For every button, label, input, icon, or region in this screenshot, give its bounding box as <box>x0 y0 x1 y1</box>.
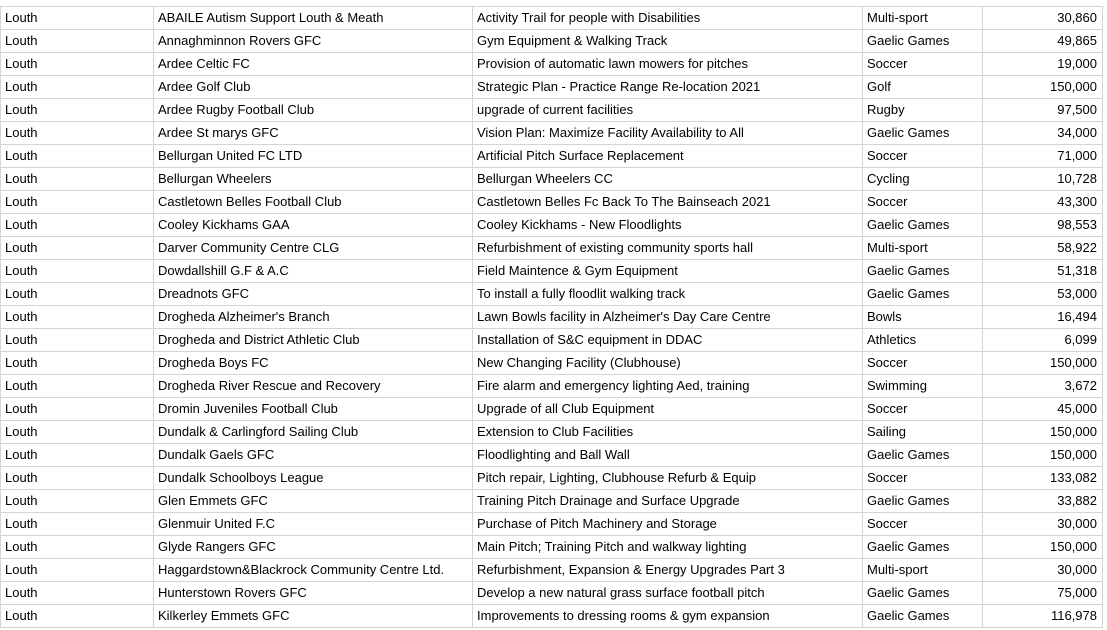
cell-project[interactable]: Provision of automatic lawn mowers for pitches <box>473 53 863 76</box>
table-row <box>1 283 1103 306</box>
cell-county[interactable]: Louth <box>1 490 154 513</box>
cell-club-name[interactable]: Dundalk & Carlingford Sailing Club <box>154 421 473 444</box>
cell-club-name[interactable]: Ardee Celtic FC <box>154 53 473 76</box>
cell-club-name[interactable]: Glyde Rangers GFC <box>154 536 473 559</box>
cell-project[interactable]: Pitch repair, Lighting, Clubhouse Refurb & Equip <box>473 467 863 490</box>
table-row <box>1 168 1103 191</box>
cell-county[interactable]: Louth <box>1 191 154 214</box>
cell-club-name[interactable]: Dromin Juveniles Football Club <box>154 398 473 421</box>
cell-club-name[interactable]: Kilkerley Emmets GFC <box>154 605 473 628</box>
cell-project[interactable]: Strategic Plan - Practice Range Re-location 2021 <box>473 76 863 99</box>
cell-project[interactable]: Artificial Pitch Surface Replacement <box>473 145 863 168</box>
table-row <box>1 191 1103 214</box>
table-row <box>1 122 1103 145</box>
cell-project[interactable]: Improvements to dressing rooms & gym expansion <box>473 605 863 628</box>
table-row <box>1 237 1103 260</box>
cell-county[interactable]: Louth <box>1 513 154 536</box>
cell-amount[interactable]: 150,000 <box>983 421 1103 444</box>
cell-club-name[interactable]: Annaghminnon Rovers GFC <box>154 30 473 53</box>
cell-club-name[interactable]: Bellurgan United FC LTD <box>154 145 473 168</box>
cell-project[interactable]: Installation of S&C equipment in DDAC <box>473 329 863 352</box>
cell-sport[interactable]: Multi-sport <box>863 237 983 260</box>
cell-county[interactable]: Louth <box>1 7 154 30</box>
cell-amount[interactable]: 3,672 <box>983 375 1103 398</box>
table-row <box>1 582 1103 605</box>
cell-club-name[interactable]: Drogheda Alzheimer's Branch <box>154 306 473 329</box>
cell-county[interactable]: Louth <box>1 283 154 306</box>
table-row <box>1 559 1103 582</box>
table-body <box>1 7 1103 628</box>
cell-county[interactable]: Louth <box>1 53 154 76</box>
cell-amount[interactable]: 53,000 <box>983 283 1103 306</box>
table-row <box>1 605 1103 628</box>
cell-club-name[interactable]: Cooley Kickhams GAA <box>154 214 473 237</box>
cell-club-name[interactable]: Darver Community Centre CLG <box>154 237 473 260</box>
cell-club-name[interactable]: Ardee Golf Club <box>154 76 473 99</box>
cell-county[interactable]: Louth <box>1 375 154 398</box>
cell-sport[interactable]: Rugby <box>863 99 983 122</box>
cell-amount[interactable]: 16,494 <box>983 306 1103 329</box>
cell-sport[interactable]: Gaelic Games <box>863 605 983 628</box>
cell-project[interactable]: Castletown Belles Fc Back To The Bainseach 2021 <box>473 191 863 214</box>
cell-county[interactable]: Louth <box>1 605 154 628</box>
cell-project[interactable]: Extension to Club Facilities <box>473 421 863 444</box>
cell-sport[interactable]: Gaelic Games <box>863 490 983 513</box>
cell-sport[interactable]: Gaelic Games <box>863 283 983 306</box>
cell-sport[interactable]: Soccer <box>863 513 983 536</box>
cell-project[interactable]: Upgrade of all Club Equipment <box>473 398 863 421</box>
table-row <box>1 444 1103 467</box>
cell-project[interactable]: Gym Equipment & Walking Track <box>473 30 863 53</box>
cell-amount[interactable]: 150,000 <box>983 536 1103 559</box>
cell-county[interactable]: Louth <box>1 145 154 168</box>
cell-county[interactable]: Louth <box>1 329 154 352</box>
cell-county[interactable]: Louth <box>1 467 154 490</box>
cell-county[interactable]: Louth <box>1 582 154 605</box>
cell-county[interactable]: Louth <box>1 398 154 421</box>
cell-county[interactable]: Louth <box>1 122 154 145</box>
cell-sport[interactable]: Multi-sport <box>863 7 983 30</box>
cell-sport[interactable]: Soccer <box>863 467 983 490</box>
cell-club-name[interactable]: ABAILE Autism Support Louth & Meath <box>154 7 473 30</box>
cell-county[interactable]: Louth <box>1 237 154 260</box>
cell-project[interactable]: Activity Trail for people with Disabilities <box>473 7 863 30</box>
cell-project[interactable]: Refurbishment of existing community sports hall <box>473 237 863 260</box>
cell-club-name[interactable]: Haggardstown&Blackrock Community Centre Ltd. <box>154 559 473 582</box>
cell-club-name[interactable]: Glenmuir United F.C <box>154 513 473 536</box>
cell-project[interactable]: Vision Plan: Maximize Facility Availability to All <box>473 122 863 145</box>
grants-table <box>0 6 1103 628</box>
cell-sport[interactable]: Gaelic Games <box>863 260 983 283</box>
cell-county[interactable]: Louth <box>1 99 154 122</box>
cell-county[interactable]: Louth <box>1 306 154 329</box>
cell-sport[interactable]: Soccer <box>863 53 983 76</box>
cell-amount[interactable]: 150,000 <box>983 352 1103 375</box>
cell-county[interactable]: Louth <box>1 30 154 53</box>
table-row <box>1 352 1103 375</box>
table-row <box>1 536 1103 559</box>
cell-project[interactable]: Purchase of Pitch Machinery and Storage <box>473 513 863 536</box>
cell-sport[interactable]: Soccer <box>863 191 983 214</box>
cell-county[interactable]: Louth <box>1 421 154 444</box>
cell-project[interactable]: Lawn Bowls facility in Alzheimer's Day Care Centre <box>473 306 863 329</box>
cell-sport[interactable]: Soccer <box>863 398 983 421</box>
cell-club-name[interactable]: Bellurgan Wheelers <box>154 168 473 191</box>
cell-club-name[interactable]: Drogheda Boys FC <box>154 352 473 375</box>
cell-amount[interactable]: 133,082 <box>983 467 1103 490</box>
cell-amount[interactable]: 34,000 <box>983 122 1103 145</box>
cell-county[interactable]: Louth <box>1 444 154 467</box>
cell-county[interactable]: Louth <box>1 536 154 559</box>
table-row <box>1 214 1103 237</box>
table-row <box>1 490 1103 513</box>
cell-club-name[interactable]: Drogheda and District Athletic Club <box>154 329 473 352</box>
cell-sport[interactable]: Gaelic Games <box>863 536 983 559</box>
cell-sport[interactable]: Swimming <box>863 375 983 398</box>
cell-club-name[interactable]: Dowdallshill G.F & A.C <box>154 260 473 283</box>
cell-sport[interactable]: Golf <box>863 76 983 99</box>
table-row <box>1 306 1103 329</box>
cell-project[interactable]: Fire alarm and emergency lighting Aed, training <box>473 375 863 398</box>
cell-sport[interactable]: Gaelic Games <box>863 122 983 145</box>
cell-amount[interactable]: 43,300 <box>983 191 1103 214</box>
spreadsheet-grid <box>0 6 1107 628</box>
cell-sport[interactable]: Gaelic Games <box>863 444 983 467</box>
table-row <box>1 76 1103 99</box>
cell-amount[interactable]: 51,318 <box>983 260 1103 283</box>
table-row <box>1 7 1103 30</box>
cell-project[interactable]: Floodlighting and Ball Wall <box>473 444 863 467</box>
cell-county[interactable]: Louth <box>1 559 154 582</box>
cell-amount[interactable]: 116,978 <box>983 605 1103 628</box>
cell-project[interactable]: Training Pitch Drainage and Surface Upgrade <box>473 490 863 513</box>
cell-club-name[interactable]: Drogheda River Rescue and Recovery <box>154 375 473 398</box>
cell-amount[interactable]: 98,553 <box>983 214 1103 237</box>
cell-amount[interactable]: 49,865 <box>983 30 1103 53</box>
cell-amount[interactable]: 30,860 <box>983 7 1103 30</box>
cell-project[interactable]: New Changing Facility (Clubhouse) <box>473 352 863 375</box>
cell-project[interactable]: upgrade of current facilities <box>473 99 863 122</box>
cell-amount[interactable]: 30,000 <box>983 559 1103 582</box>
table-row <box>1 53 1103 76</box>
cell-club-name[interactable]: Ardee Rugby Football Club <box>154 99 473 122</box>
cell-amount[interactable]: 45,000 <box>983 398 1103 421</box>
cell-sport[interactable]: Soccer <box>863 352 983 375</box>
cell-club-name[interactable]: Hunterstown Rovers GFC <box>154 582 473 605</box>
cell-sport[interactable]: Cycling <box>863 168 983 191</box>
cell-amount[interactable]: 150,000 <box>983 76 1103 99</box>
cell-amount[interactable]: 10,728 <box>983 168 1103 191</box>
cell-club-name[interactable]: Dundalk Gaels GFC <box>154 444 473 467</box>
cell-club-name[interactable]: Glen Emmets GFC <box>154 490 473 513</box>
cell-sport[interactable]: Gaelic Games <box>863 30 983 53</box>
table-row <box>1 329 1103 352</box>
table-row <box>1 421 1103 444</box>
cell-club-name[interactable]: Castletown Belles Football Club <box>154 191 473 214</box>
cell-amount[interactable]: 150,000 <box>983 444 1103 467</box>
table-row <box>1 260 1103 283</box>
cell-county[interactable]: Louth <box>1 214 154 237</box>
cell-sport[interactable]: Bowls <box>863 306 983 329</box>
table-row <box>1 99 1103 122</box>
cell-sport[interactable]: Soccer <box>863 145 983 168</box>
cell-amount[interactable]: 97,500 <box>983 99 1103 122</box>
cell-project[interactable]: Develop a new natural grass surface football pitch <box>473 582 863 605</box>
cell-sport[interactable]: Gaelic Games <box>863 214 983 237</box>
cell-amount[interactable]: 19,000 <box>983 53 1103 76</box>
table-row <box>1 467 1103 490</box>
cell-project[interactable]: Refurbishment, Expansion & Energy Upgrades Part 3 <box>473 559 863 582</box>
cell-amount[interactable]: 30,000 <box>983 513 1103 536</box>
table-row <box>1 398 1103 421</box>
cell-county[interactable]: Louth <box>1 168 154 191</box>
cell-club-name[interactable]: Dreadnots GFC <box>154 283 473 306</box>
cell-amount[interactable]: 6,099 <box>983 329 1103 352</box>
cell-sport[interactable]: Gaelic Games <box>863 582 983 605</box>
cell-county[interactable]: Louth <box>1 352 154 375</box>
table-row <box>1 375 1103 398</box>
cell-amount[interactable]: 71,000 <box>983 145 1103 168</box>
cell-sport[interactable]: Sailing <box>863 421 983 444</box>
cell-club-name[interactable]: Dundalk Schoolboys League <box>154 467 473 490</box>
cell-amount[interactable]: 33,882 <box>983 490 1103 513</box>
cell-county[interactable]: Louth <box>1 260 154 283</box>
cell-project[interactable]: Bellurgan Wheelers CC <box>473 168 863 191</box>
table-row <box>1 513 1103 536</box>
cell-project[interactable]: Main Pitch; Training Pitch and walkway lighting <box>473 536 863 559</box>
cell-sport[interactable]: Multi-sport <box>863 559 983 582</box>
cell-club-name[interactable]: Ardee St marys GFC <box>154 122 473 145</box>
cell-project[interactable]: Field Maintence & Gym Equipment <box>473 260 863 283</box>
cell-amount[interactable]: 75,000 <box>983 582 1103 605</box>
table-row <box>1 145 1103 168</box>
cell-sport[interactable]: Athletics <box>863 329 983 352</box>
cell-county[interactable]: Louth <box>1 76 154 99</box>
cell-project[interactable]: To install a fully floodlit walking track <box>473 283 863 306</box>
table-row <box>1 30 1103 53</box>
cell-amount[interactable]: 58,922 <box>983 237 1103 260</box>
cell-project[interactable]: Cooley Kickhams - New Floodlights <box>473 214 863 237</box>
